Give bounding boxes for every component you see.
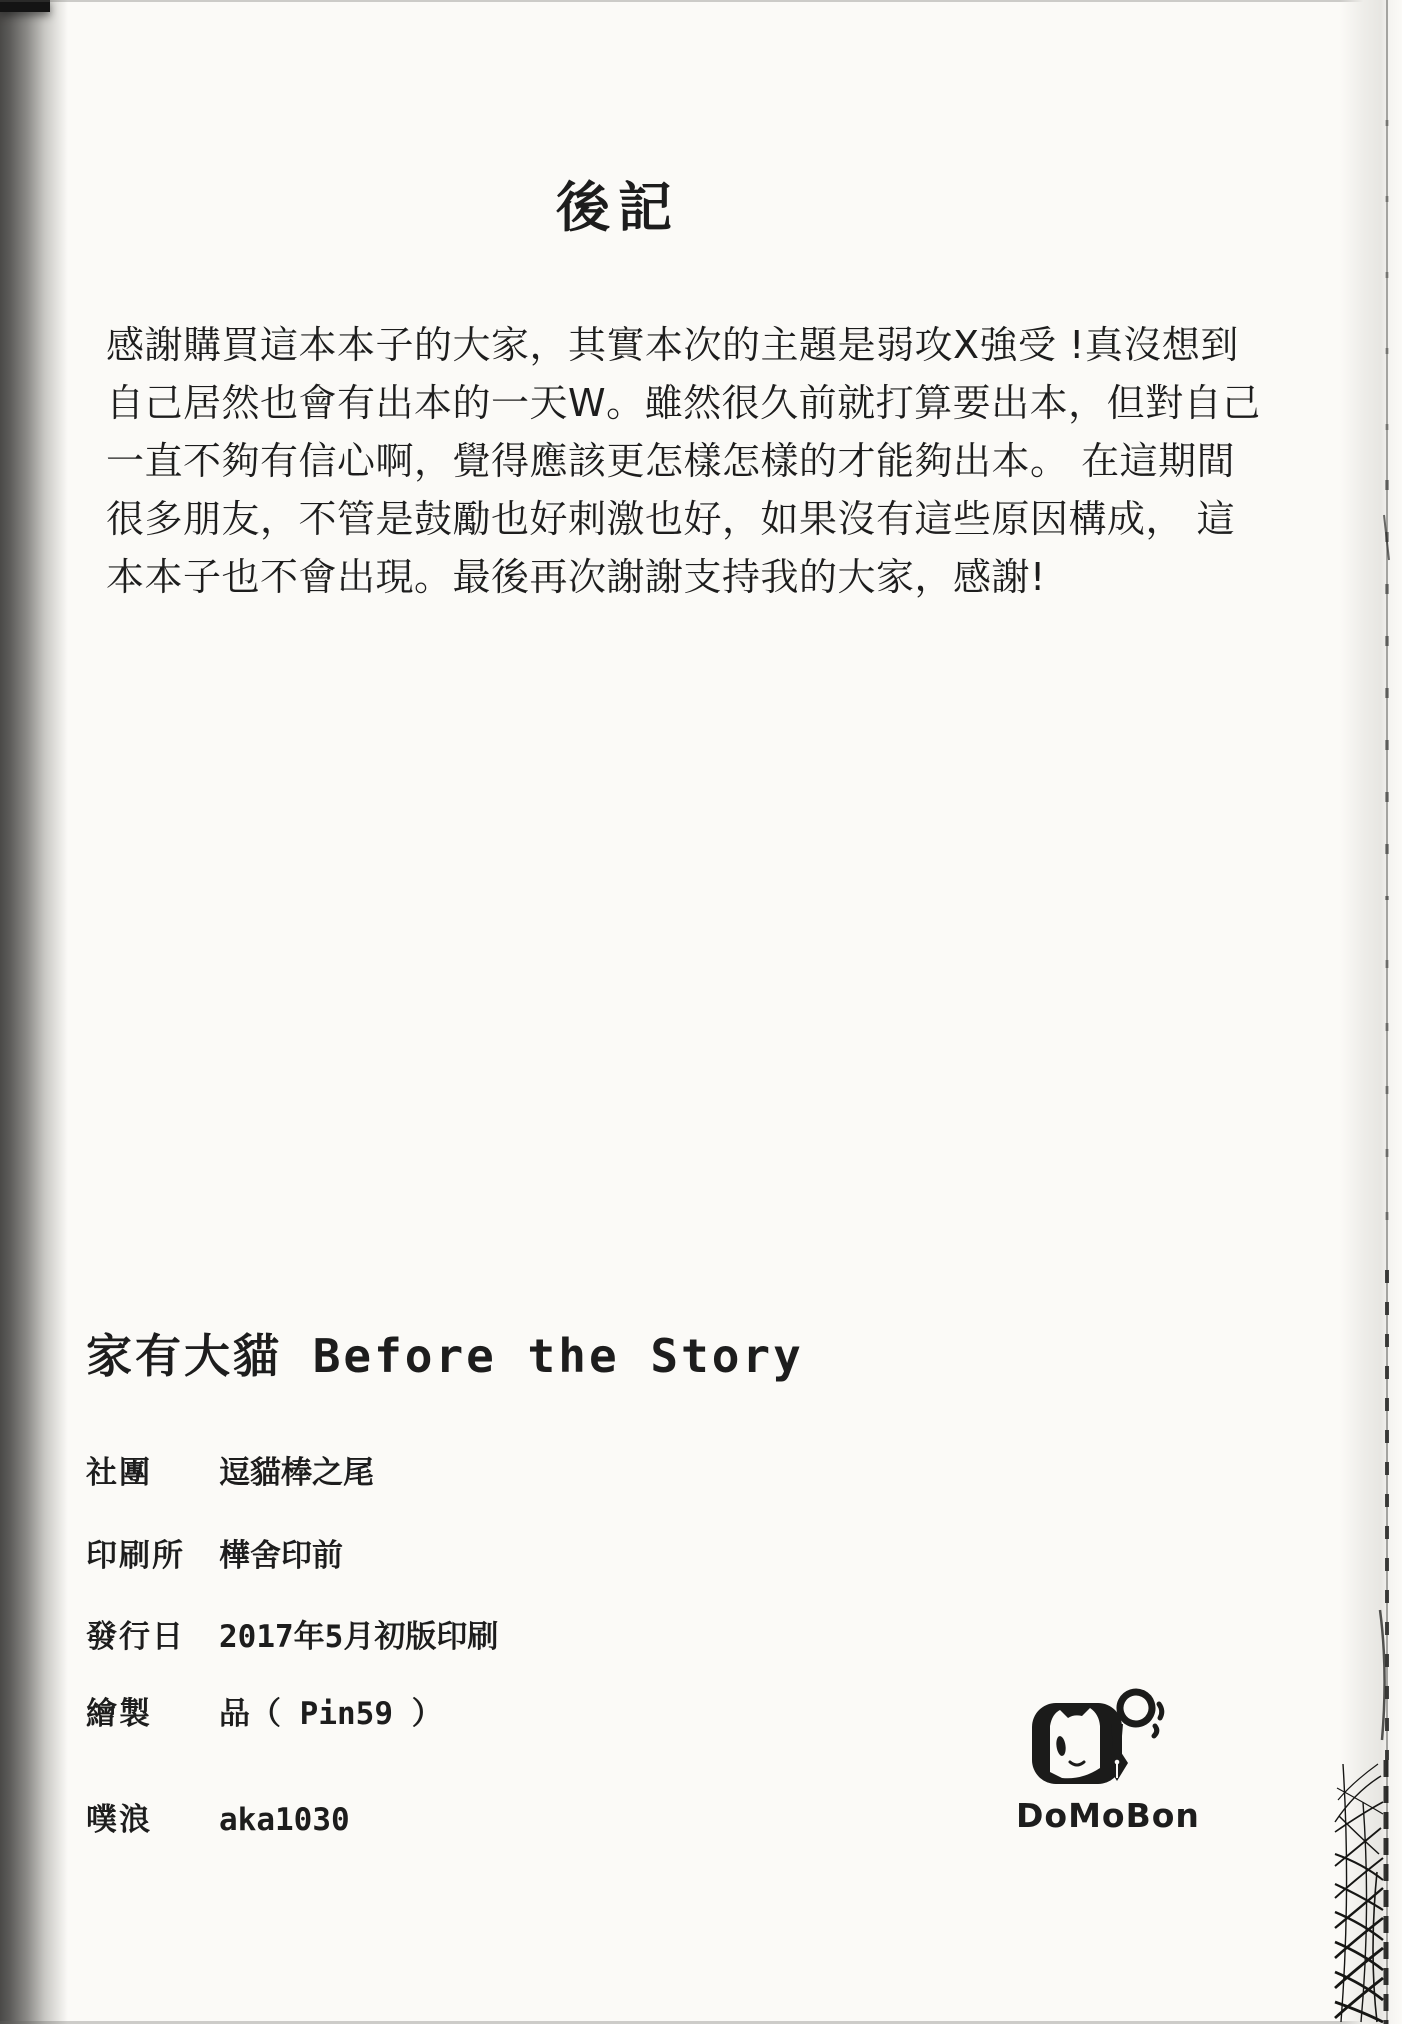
credit-row-artist [86,1688,443,1733]
domobon-cat-pen-icon [1012,1686,1172,1790]
credit-label: 噗浪 [86,1802,152,1838]
scan-noise-scribble-icon [1333,1762,1385,2024]
afterword-title: 後記 [556,176,680,239]
afterword-line: 一直不夠有信心啊，覺得應該更怎樣怎樣的才能夠出本。 在這期間 [106,439,1236,483]
scan-edge-top [0,0,1402,2]
afterword-line: 本本子也不會出現。最後再次謝謝支持我的大家，感謝! [106,555,1046,599]
credit-value: 品（ Pin59 ） [219,1696,443,1732]
afterword-paragraph [106,316,1261,606]
credit-value: 樺舍印前 [219,1538,343,1574]
credit-row-circle [86,1447,374,1492]
credit-value: 逗貓棒之尾 [219,1455,374,1491]
scan-gutter-left [0,0,70,2024]
credit-label: 發行日 [86,1619,185,1655]
page-edge-line-icon [1340,0,1402,2024]
credit-row-printer [86,1530,343,1575]
afterword-line: 很多朋友，不管是鼓勵也好刺激也好，如果沒有這些原因構成， 這 [106,497,1236,541]
credit-label: 社團 [86,1455,152,1491]
credit-value: aka1030 [219,1802,350,1838]
credit-label: 繪製 [86,1696,152,1732]
credit-row-publish-date [86,1611,498,1656]
credit-label: 印刷所 [86,1538,185,1574]
publisher-logo-name: DoMoBon [1016,1796,1200,1835]
afterword-line: 自己居然也會有出本的一天W。雖然很久前就打算要出本，但對自己 [106,381,1261,425]
credit-value: 2017年5月初版印刷 [219,1619,499,1655]
credit-row-plurk [86,1794,350,1839]
afterword-line: 感謝購買這本本子的大家，其實本次的主題是弱攻X強受 !真沒想到 [106,323,1239,367]
page-edge-right [1340,0,1402,2024]
book-title: 家有大貓 Before the Story [86,1329,804,1383]
publisher-logo [1012,1686,1200,1835]
